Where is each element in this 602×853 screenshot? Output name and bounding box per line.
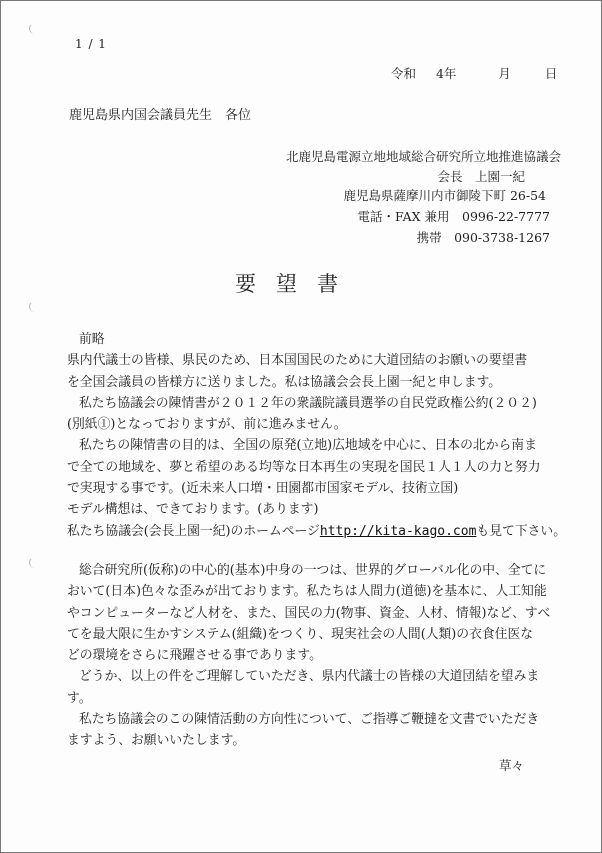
body-line: てを最大限に生かすシステム(組織)をつくり、現実社会の人間(人類)の衣食住医な (67, 626, 534, 642)
body-line: ますよう、お願いいたします。 (67, 733, 246, 749)
closing-salutation: 草々 (499, 758, 525, 773)
body-line: す。 (67, 690, 92, 706)
body-line: で全ての地域を、夢と希望のある均等な日本再生の実現を国民１人１人の力と努力 (67, 459, 541, 475)
body-line: 総合研究所(仮称)の中心的(基本)中身の一つは、世界的グローバル化の中、全てに (79, 562, 547, 578)
punch-hole-mark (29, 557, 40, 568)
homepage-prefix: 私たち協議会(会長上園一紀)のホームページ (67, 523, 320, 539)
body-line: を全国会議員の皆様方に送りました。私は協議会会長上園一紀と申します。 (67, 374, 502, 390)
body-line: 私たちの陳情書の目的は、全国の原発(立地)広地域を中心に、日本の北から南ま (79, 438, 537, 454)
document-title: 要望書 (235, 272, 358, 296)
homepage-line (67, 521, 566, 542)
body-line: やコンピューターなど人材を、また、国民の力(物事、資金、人材、情報)など、すべ (67, 605, 551, 621)
body-line: どうか、以上の件をご理解していただき、県内代議士の皆様の大道団結を望みま (79, 669, 540, 685)
body-line: 私たち協議会のこの陳情活動の方向性について、ご指導ご鞭撻を文書でいただき (79, 712, 540, 728)
sender-chairman: 会長 上園一紀 (437, 169, 525, 184)
body-line: どの環境をさらに飛躍させる事であります。 (67, 648, 322, 664)
date-month: 月 (498, 66, 511, 81)
body-line: おいて(日本)色々な歪みが出ております。私たちは人間力(道徳)を基本に、人工知能 (67, 584, 547, 600)
sender-organization: 北鹿児島電源立地地域総合研究所立地推進協議会 (285, 149, 561, 164)
sender-address: 鹿児島県薩摩川内市御陵下町 26-54 (343, 188, 546, 203)
punch-hole-mark (29, 23, 40, 34)
letter-body (67, 329, 566, 752)
opening-salutation: 前略 (79, 332, 105, 347)
body-line: (別紙①)となっておりますが、前に進みません。 (67, 417, 347, 433)
page-number: 1 / 1 (75, 37, 107, 51)
body-line: 県内代議士の皆様、県民のため、日本国国民のために大道団結のお願いの要望書 (67, 353, 528, 369)
homepage-suffix: も見て下さい。 (476, 523, 566, 539)
date-day: 日 (544, 66, 558, 81)
body-line: モデル構想は、できております。(あります) (67, 502, 319, 518)
addressee: 鹿児島県内国会議員先生 各位 (69, 108, 252, 123)
letter-date (391, 68, 557, 81)
homepage-link[interactable]: http://kita-kago.com (319, 523, 477, 539)
sender-mobile: 携帯 090-3738-1267 (416, 230, 550, 245)
date-year: 4年 (435, 66, 457, 81)
body-line: で実現する事です。(近未来人口増・田園都市国家モデル、技術立国) (67, 481, 459, 497)
sender-phone-fax: 電話・FAX 兼用 0996-22-7777 (357, 209, 550, 224)
date-era: 令和 (391, 66, 417, 81)
body-line: 私たち協議会の陳情書が２０１２年の衆議院議員選挙の自民党政権公約(２０２) (79, 395, 537, 411)
punch-hole-mark (29, 301, 40, 312)
